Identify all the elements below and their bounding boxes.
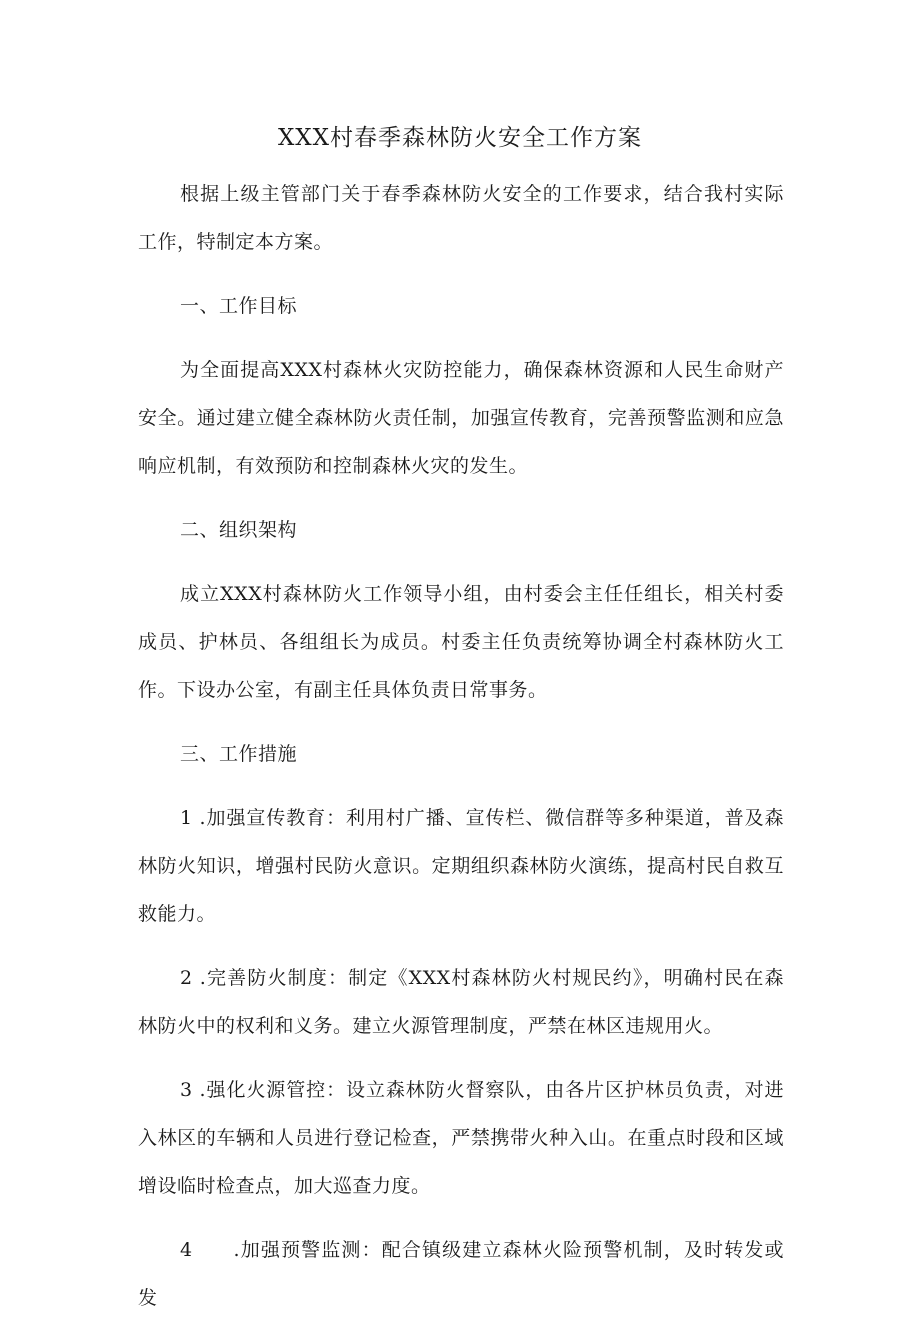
section-goals-text: 为全面提高XXX村森林火灾防控能力，确保森林资源和人民生命财产安全。通过建立健全森林防火责任制，加强宣传教育，完善预警监测和应急响应机制，有效预防和控制森林火灾的发生。 bbox=[138, 359, 784, 477]
document-title: XXX村春季森林防火安全工作方案 bbox=[277, 125, 643, 151]
section-heading-goals: 一、工作目标 bbox=[180, 295, 298, 317]
section-heading-organization: 二、组织架构 bbox=[180, 519, 298, 541]
section-heading-measures: 三、工作措施 bbox=[180, 743, 298, 765]
measure-item-4: 4 .加强预警监测：配合镇级建立森林火险预警机制，及时转发或发 bbox=[138, 1239, 784, 1309]
section-organization-text: 成立XXX村森林防火工作领导小组，由村委会主任任组长，相关村委成员、护林员、各组组长为成员。村委主任负责统筹协调全村森林防火工作。下设办公室，有副主任具体负责日常事务。 bbox=[138, 583, 784, 701]
measure-item-1: 1 .加强宣传教育：利用村广播、宣传栏、微信群等多种渠道，普及森林防火知识，增强村民防火意识。定期组织森林防火演练，提高村民自救互救能力。 bbox=[138, 807, 784, 925]
measure-item-2: 2 .完善防火制度：制定《XXX村森林防火村规民约》，明确村民在森林防火中的权利和义务。建立火源管理制度，严禁在林区违规用火。 bbox=[138, 967, 784, 1037]
document-body bbox=[138, 170, 784, 1338]
measure-item-3: 3 .强化火源管控：设立森林防火督察队，由各片区护林员负责，对进入林区的车辆和人员进行登记检查，严禁携带火种入山。在重点时段和区域增设临时检查点，加大巡查力度。 bbox=[138, 1079, 784, 1197]
intro-paragraph: 根据上级主管部门关于春季森林防火安全的工作要求，结合我村实际工作，特制定本方案。 bbox=[138, 183, 784, 253]
